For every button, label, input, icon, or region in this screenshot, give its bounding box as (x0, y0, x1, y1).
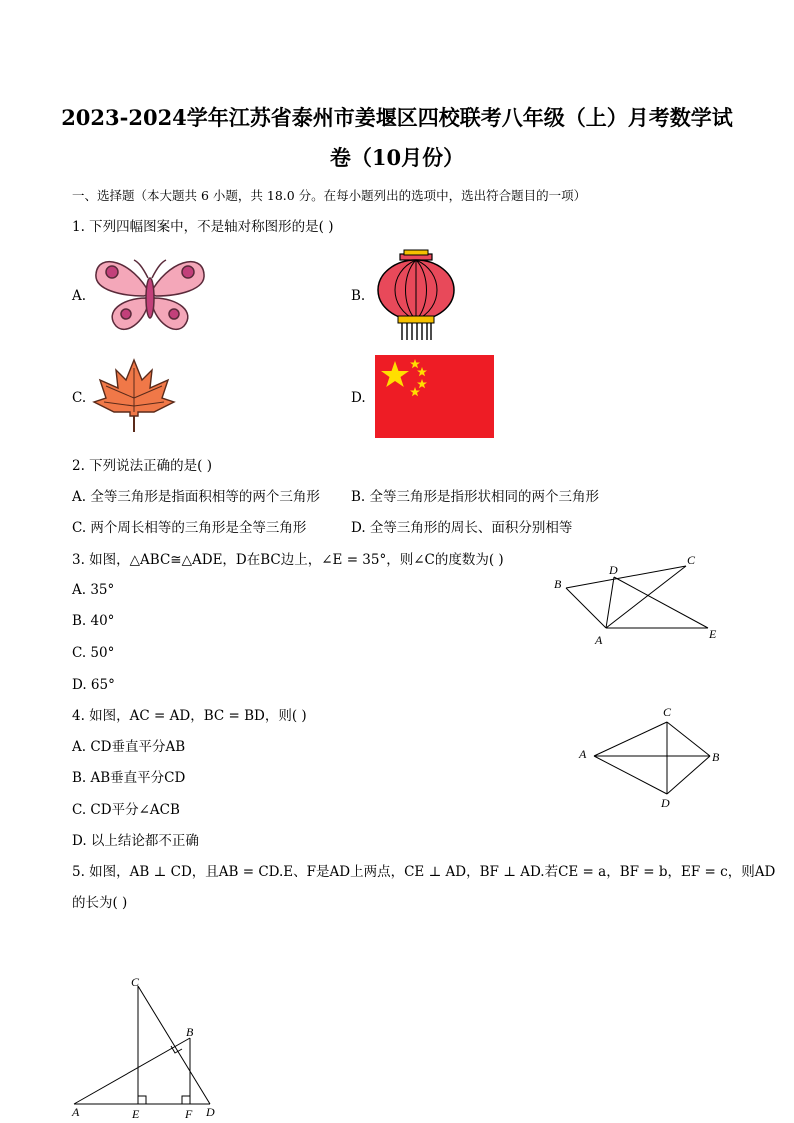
q3-point-e: E (709, 627, 717, 641)
exam-title-line1: 2023-2024学年江苏省泰州市姜堰区四校联考八年级（上）月考数学试 (61, 105, 733, 130)
q3-option-b: B. 40° (72, 613, 115, 629)
q4-option-c: C. CD平分∠ACB (72, 802, 180, 818)
q4-point-c: C (663, 705, 672, 719)
q5-point-a: A (72, 1105, 80, 1119)
q2-option-c: C. 两个周长相等的三角形是全等三角形 (72, 520, 307, 536)
q3-option-a: A. 35° (72, 582, 115, 598)
q5-point-d: D (206, 1105, 215, 1119)
q5-stem-line1: 5. 如图，AB ⊥ CD，且AB = CD.E、F是AD上两点，CE ⊥ AD，BF ⊥ AD.若CE = a，BF = b，EF = c，则AD (72, 864, 776, 880)
q5-stem-line2: 的长为( ) (72, 895, 128, 911)
q4-option-a: A. CD垂直平分AB (72, 739, 186, 755)
q2-option-b: B. 全等三角形是指形状相同的两个三角形 (351, 489, 600, 505)
q4-option-b: B. AB垂直平分CD (72, 770, 186, 786)
q3-point-a: A (595, 633, 603, 647)
q5-perpendicular-figure (68, 974, 228, 1120)
butterfly-icon (92, 256, 208, 332)
q4-point-d: D (661, 796, 670, 810)
q1-label-a: A. (72, 288, 87, 304)
q1-stem: 1. 下列四幅图案中，不是轴对称图形的是( ) (72, 219, 334, 235)
maple-leaf-icon (92, 358, 176, 434)
q3-option-c: C. 50° (72, 645, 115, 661)
q2-stem: 2. 下列说法正确的是( ) (72, 458, 212, 474)
q1-label-c: C. (72, 390, 87, 406)
q4-point-b: B (712, 750, 720, 764)
q3-point-b: B (554, 577, 562, 591)
q4-kite-figure (575, 702, 725, 814)
exam-title-line2: 卷（10月份） (329, 145, 465, 170)
q3-option-d: D. 65° (72, 677, 115, 693)
q5-point-f: F (185, 1107, 193, 1121)
q3-triangle-figure (548, 552, 728, 648)
q2-option-d: D. 全等三角形的周长、面积分别相等 (351, 520, 573, 536)
q1-label-b: B. (351, 288, 366, 304)
q2-option-a: A. 全等三角形是指面积相等的两个三角形 (72, 489, 320, 505)
q5-point-c: C (131, 975, 140, 989)
q3-point-c: C (687, 553, 696, 567)
section-heading: 一、选择题（本大题共 6 小题，共 18.0 分。在每小题列出的选项中，选出符合题目的一项） (72, 188, 587, 203)
q4-option-d: D. 以上结论都不正确 (72, 833, 199, 849)
q5-point-e: E (132, 1107, 140, 1121)
q3-stem: 3. 如图，△ABC≅△ADE，D在BC边上，∠E = 35°，则∠C的度数为( ) (72, 552, 504, 568)
q4-point-a: A (579, 747, 587, 761)
q5-point-b: B (186, 1025, 194, 1039)
lantern-icon (374, 250, 458, 342)
q3-point-d: D (609, 563, 618, 577)
china-flag-icon (375, 355, 494, 438)
q1-label-d: D. (351, 390, 366, 406)
q4-stem: 4. 如图，AC = AD，BC = BD，则( ) (72, 708, 307, 724)
